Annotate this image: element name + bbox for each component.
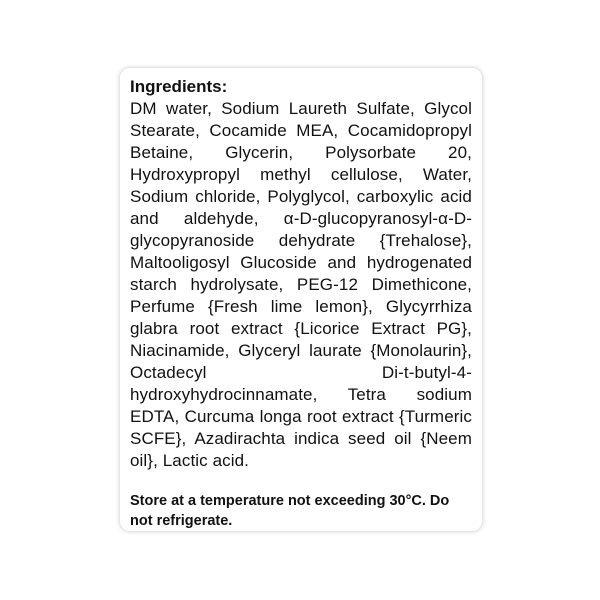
ingredients-list-text: DM water, Sodium Laureth Sulfate, Glycol Stearate, Cocamide MEA, Cocamidopropyl Betaine, Glycerin, Polysorbate 20, Hydroxypropyl methyl cellulose, Water, Sodium chloride, Polyglycol, carboxylic acid and aldehyde, α-D-glucopyranosyl-α-D-glycopyranoside dehydrate {Trehalose}, Maltooligosyl Glucoside and hydrogenated starch hydrolysate, PEG-12 Dimethicone, Perfume {Fresh lime lemon}, Glycyrrhiza glabra root extract {Licorice Extract PG}, Niacinamide, Glyceryl laurate {Monolaurin}, Octadecyl Di-t-butyl-4-hydroxyhydrocinnamate, Tetra sodium EDTA, Curcuma longa root extract {Turmeric SCFE}, Azadirachta indica seed oil {Neem oil}, Lactic acid.: [130, 99, 472, 470]
ingredients-heading: Ingredients:: [130, 77, 228, 96]
ingredients-label-card: [120, 68, 482, 531]
storage-instructions: Store at a temperature not exceeding 30°C. Do not refrigerate.: [130, 493, 450, 529]
